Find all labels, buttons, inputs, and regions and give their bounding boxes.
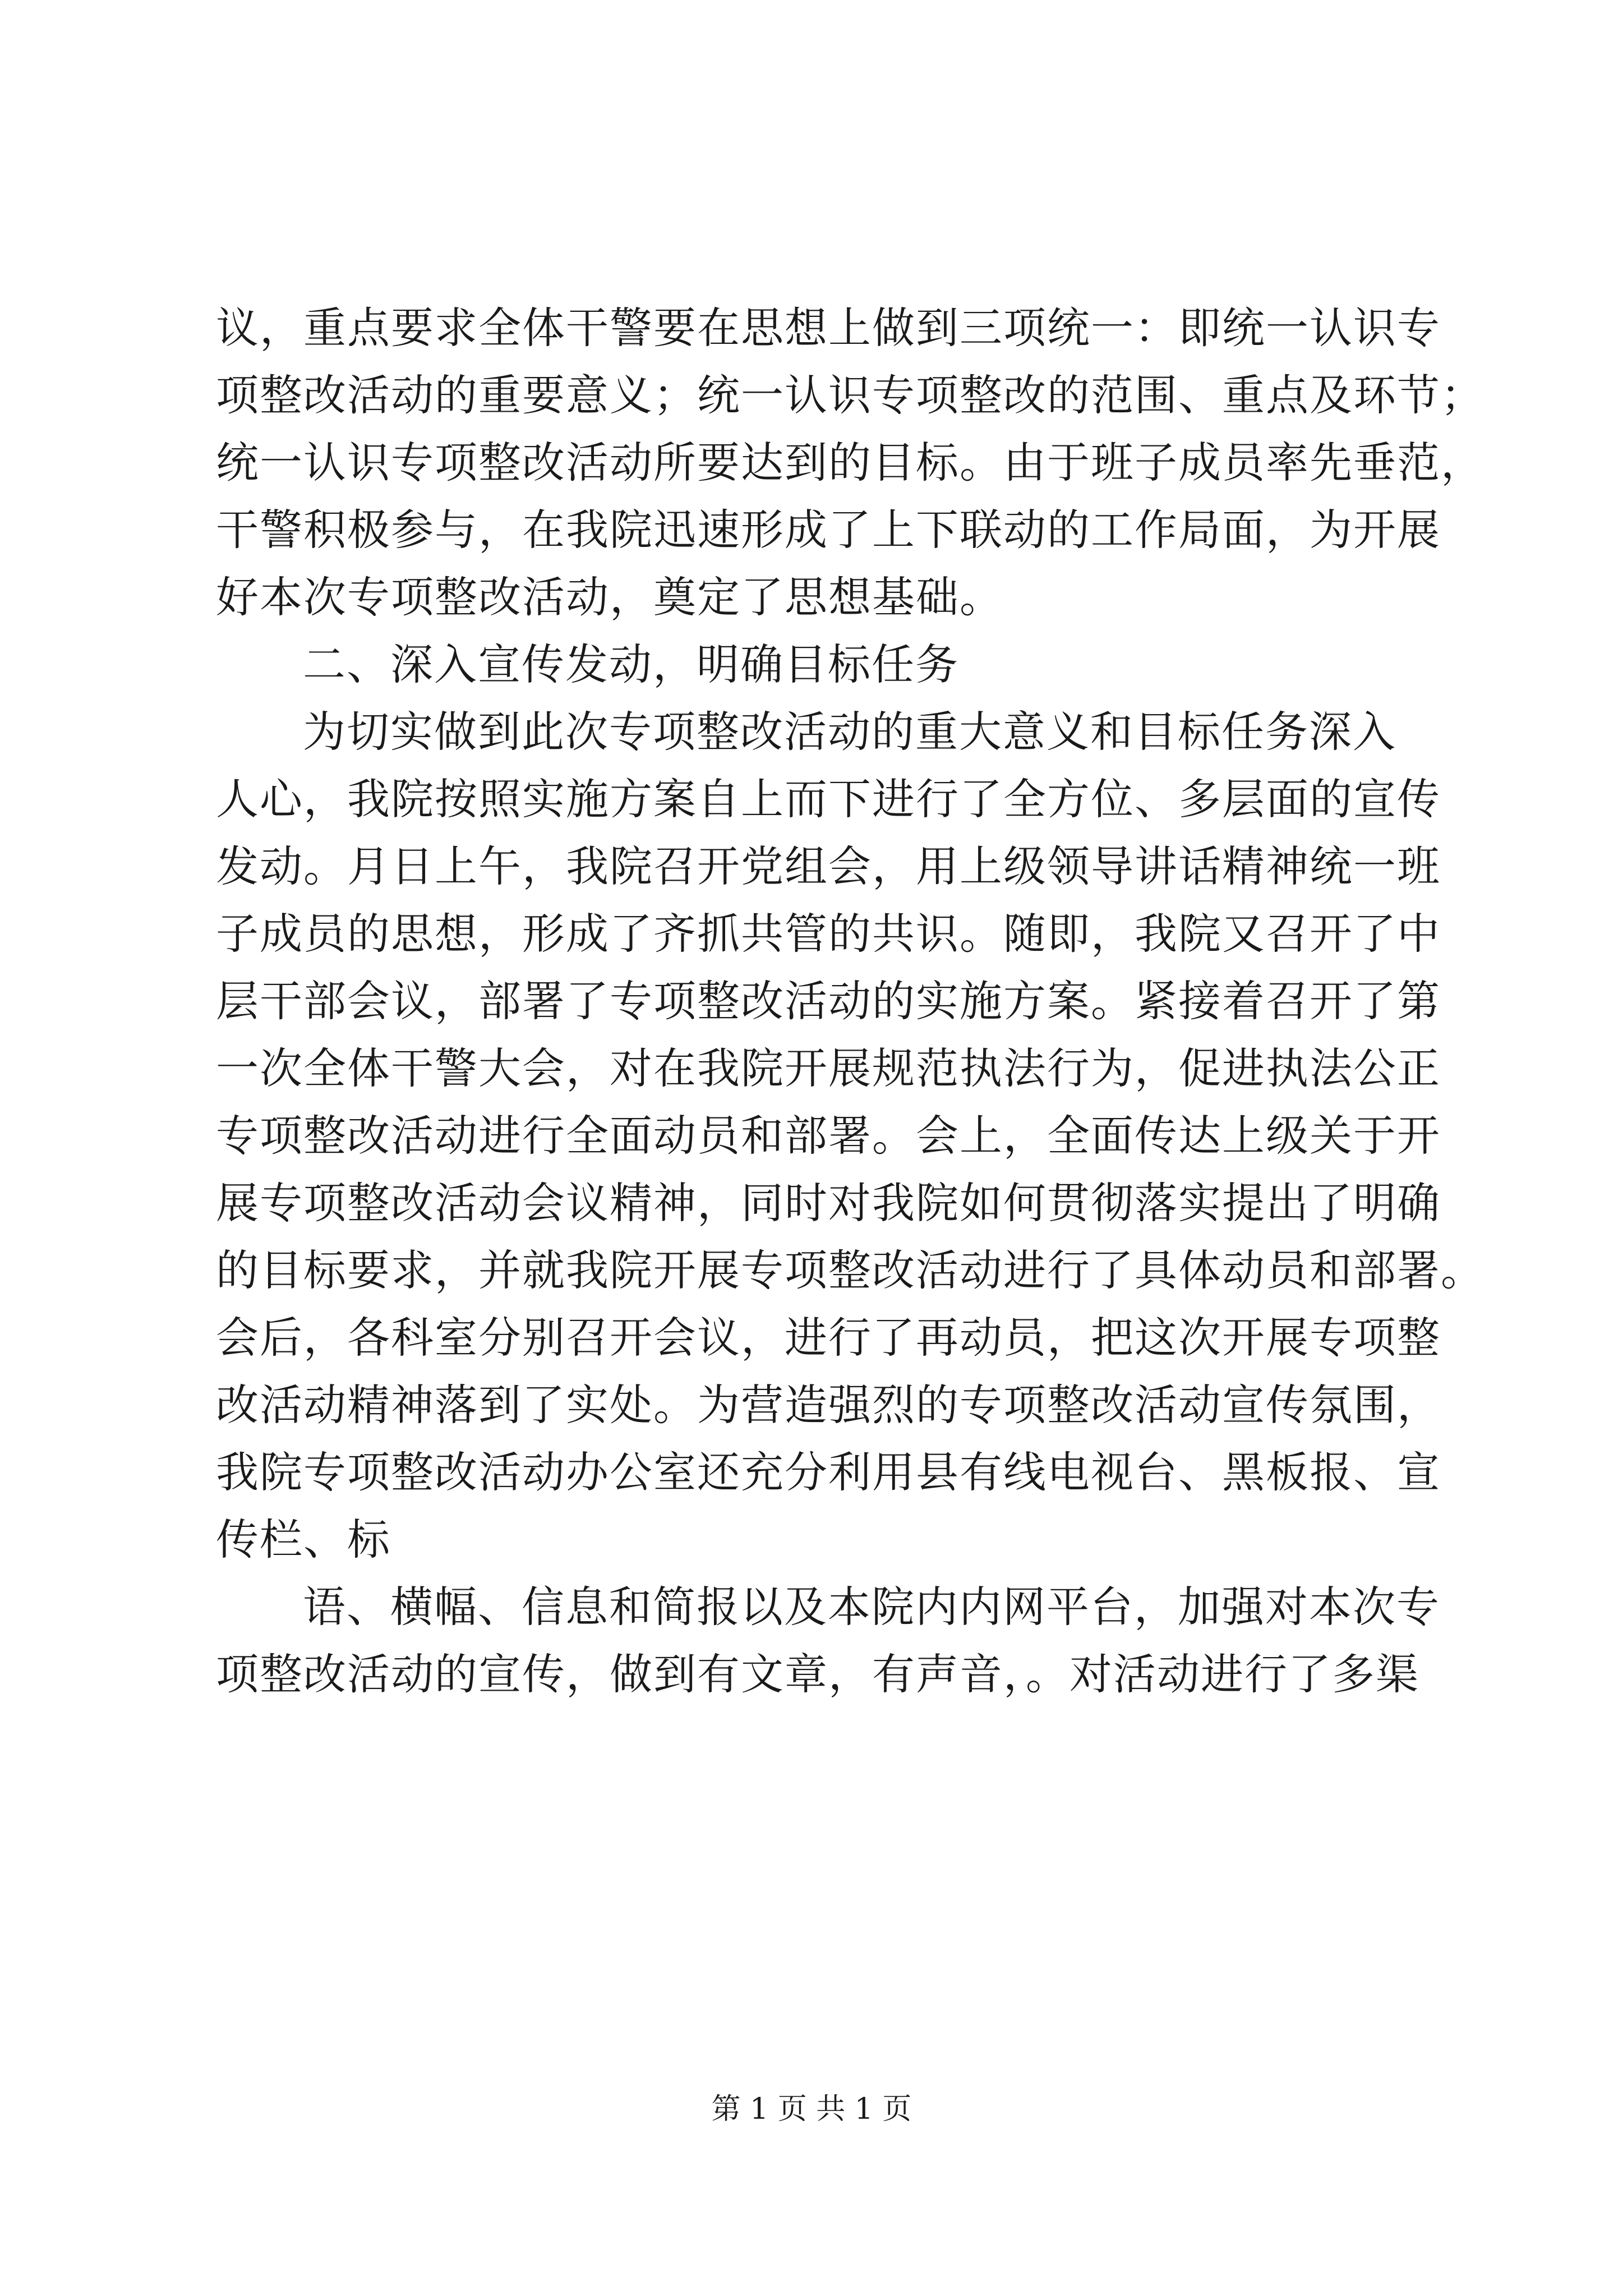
text-line: 统一认识专项整改活动所要达到的目标。由于班子成员率先垂范，: [216, 438, 1484, 487]
text-line: 项整改活动的重要意义；统一认识专项整改的范围、重点及环节；: [216, 370, 1484, 420]
text-line: 一次全体干警大会，对在我院开展规范执法行为，促进执法公正: [216, 1043, 1441, 1093]
text-line: 的目标要求，并就我院开展专项整改活动进行了具体动员和部署。: [216, 1245, 1484, 1295]
text-line: 层干部会议，部署了专项整改活动的实施方案。紧接着召开了第: [216, 976, 1441, 1026]
text-line: 议，重点要求全体干警要在思想上做到三项统一：即统一认识专: [216, 303, 1441, 353]
text-line: 我院专项整改活动办公室还充分利用县有线电视台、黑板报、宣: [216, 1447, 1441, 1497]
text-line: 好本次专项整改活动，奠定了思想基础。: [216, 572, 1003, 622]
text-line: 改活动精神落到了实处。为营造强烈的专项整改活动宣传氛围，: [216, 1380, 1441, 1430]
text-line: 传栏、标: [216, 1515, 391, 1565]
page-footer: 第 1 页 共 1 页: [711, 2092, 912, 2126]
text-line: 语、横幅、信息和简报以及本院内内网平台，加强对本次专: [303, 1582, 1440, 1632]
text-line: 项整改活动的宣传，做到有文章，有声音，。对活动进行了多渠: [216, 1649, 1419, 1699]
text-line: 会后，各科室分别召开会议，进行了再动员，把这次开展专项整: [216, 1313, 1441, 1363]
section-heading: 二、深入宣传发动，明确目标任务: [303, 639, 959, 689]
text-line: 为切实做到此次专项整改活动的重大意义和目标任务深入: [303, 707, 1396, 757]
text-line: 展专项整改活动会议精神，同时对我院如何贯彻落实提出了明确: [216, 1178, 1441, 1228]
text-line: 专项整改活动进行全面动员和部署。会上，全面传达上级关于开: [216, 1111, 1441, 1161]
text-line: 人心，我院按照实施方案自上而下进行了全方位、多层面的宣传: [216, 774, 1441, 824]
text-line: 干警积极参与，在我院迅速形成了上下联动的工作局面，为开展: [216, 505, 1441, 555]
text-line: 发动。月日上午，我院召开党组会，用上级领导讲话精神统一班: [216, 841, 1441, 891]
text-line: 子成员的思想，形成了齐抓共管的共识。随即，我院又召开了中: [216, 909, 1441, 959]
